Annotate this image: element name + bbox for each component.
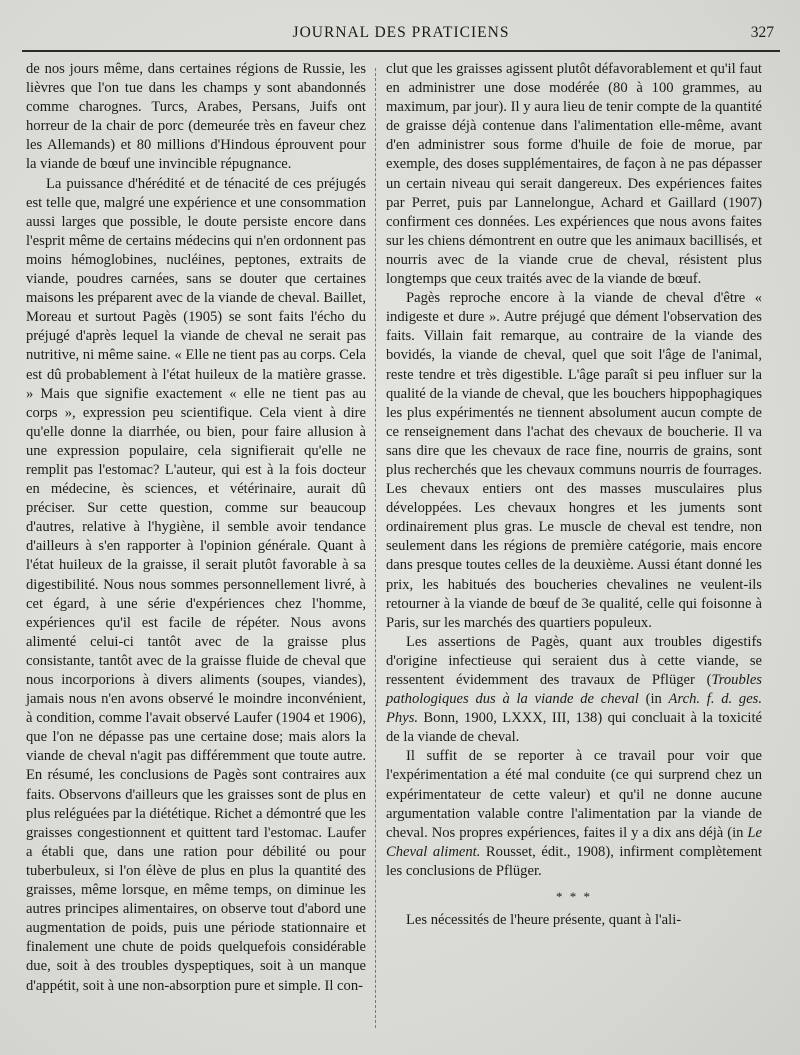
header-rule <box>22 50 780 52</box>
right-paragraph-5: Les nécessités de l'heure présente, quant à l'ali- <box>406 912 682 929</box>
p3-text-a: Les assertions de Pagès, quant aux troubles digestifs d'origine infectieuse qui seraient dus à cette viande, se ressentent évidemment des travaux de Pflüger ( <box>386 633 762 688</box>
page-number: 327 <box>750 24 774 41</box>
p4-text-a: Il suffit de se reporter à ce travail pour voir que l'expérimentation a été mal conduite (ce qui surprend chez un expérimentateur de cette valeur) et qu'il ne donne aucune argumentation valable contre l'alimentation par la viande de cheval. Nos propres expériences, faites il y a dix ans déjà (in <box>386 748 762 841</box>
left-column <box>26 60 366 996</box>
left-paragraph-1: de nos jours même, dans certaines régions de Russie, les lièvres que l'on tue dans les champs y sont abandonnés comme charognes. Turcs, Arabes, Persans, Juifs ont horreur de la chair de porc (demeurée très en faveur chez les Allemands) et 80 millions d'Hindous éprouvent pour la viande de bœuf une invincible répugnance. <box>26 61 366 173</box>
right-paragraph-1: clut que les graisses agissent plutôt défavorablement et qu'il faut en administrer une dose modérée (80 à 100 grammes, au maximum, par jour). Il y aura lieu de tenir compte de la quantité de graisse déjà contenue dans l'alimentation elle-même, avant d'en administrer sous forme d'huile de foie de morue, par exemple, des doses supplémentaires, de façon à ne pas dépasser un certain niveau qui serait dangereux. Des expériences faites par Perret, puis par Lannelongue, Achard et Gaillard (1907) confirment ces données. Les expériences que nous avons faites sur les chiens démontrent en outre que les animaux bacillisés, et nourris avec de la viande crue de cheval, résistent plus longtemps que ceux traités avec de la viande de bœuf. <box>386 61 762 288</box>
running-header <box>24 22 778 48</box>
p4-text-b: Rousset, édit., 1908), infirment complètement les conclusions de Pflüger. <box>386 843 762 879</box>
journal-title: JOURNAL DES PRATICIENS <box>292 24 510 41</box>
right-paragraph-3 <box>386 633 762 748</box>
p4-citation-title: Le Cheval aliment. <box>386 824 762 860</box>
right-paragraph-4 <box>386 747 762 881</box>
p3-citation-journal: Arch. f. d. ges. Phys. <box>386 691 763 727</box>
left-paragraph-2: La puissance d'hérédité et de ténacité de ces préjugés est telle que, malgré une expérience et une consommation aussi larges que possible, le doute persiste encore dans l'esprit même de certains médecins qui n'en ordonnent pas moins hémoglobines, nucléines, peptones, extraits de viande, poudres carnées, sans se douter que certaines maisons les préparent avec de la viande de cheval. Baillet, Moreau et surtout Pagès (1905) se sont faits l'écho du préjugé d'après lequel la viande de cheval ne serait pas nutritive, ni même saine. « Elle ne tient pas au corps. Cela est dû probablement à l'état huileux de la matière grasse. » Mais que signifie exactement « elle ne tient pas au corps », expression peu scientifique. Cela vient à dire qu'elle donne la diarrhée, ou bien, pour faire allusion à une expression populaire, cela signifierait qu'elle ne remplit pas l'estomac? L'auteur, qui est à la fois docteur en médecine, ès sciences, et vétérinaire, aurait dû préciser. Sur cette question, comme sur beaucoup d'autres, relative à l'hygiène, il semble avoir tendance d'ailleurs à s'en rapporter à l'opinion générale. Quant à l'état huileux de la graisse, il serait plutôt favorable à sa digestibilité. Nous nous sommes personnellement livré, à cet égard, à une série d'expériences chez l'homme, expériences qu'il est facile de répéter. Nous avons alimenté celui-ci tantôt avec de la graisse plus consistante, tantôt avec de la graisse fluide de cheval que nous incorporions à divers aliments (soupes, viandes), jamais nous n'en avons observé le moindre inconvénient, à condition, comme l'avait observé Laufer (1904 et 1906), que l'on ne dépasse pas une certaine dose; mais alors la viande de cheval n'agit pas différemment que toute autre. En résumé, les conclusions de Pagès sont contraires aux faits. Observons d'ailleurs que les graisses sont de plus en plus reléguées par la diététique. Richet a démontré que les graisses congestionnent et quittent tard l'estomac. Laufer a établi que, dans une ration pour débilité ou pour tuberbuleux, si l'on élève de plus en plus la quantité des graisses, même lorsque, en même temps, on diminue les autres principes alimentaires, on observe tout d'abord une augmentation de poids, puis une période stationnaire et finalement une chute de poids quelquefois considérable due, soit à des troubles dyspeptiques, soit à un manque d'appétit, soit à une non-absorption pure et simple. Il con- <box>26 175 366 994</box>
p3-text-c: Bonn, 1900, LXXX, III, 138) qui concluait à la toxicité de la viande de cheval. <box>386 710 762 746</box>
p3-citation-title: Troubles pathologiques dus à la viande de cheval <box>386 672 762 708</box>
section-separator-stars: * * * <box>556 889 592 905</box>
column-divider <box>375 68 376 1028</box>
p3-text-b: (in <box>638 691 669 708</box>
right-column <box>386 60 762 930</box>
right-paragraph-2: Pagès reproche encore à la viande de cheval d'être « indigeste et dure ». Autre préjugé que dément l'observation des faits. Villain fait remarque, au contraire de la viande des bovidés, la viande de cheval, quel que soit l'âge de l'animal, reste tendre et très digestible. L'âge paraît si peu influer sur la qualité de la viande de cheval, que les bouchers hippophagiques les plus expérimentés ne tiennent absolument aucun compte de ce renseignement dans l'achat des chevaux de boucherie. Il va sans dire que les chevaux de race fine, nourris de grains, sont plus recherchés que les chevaux communs nourris de fourrages. Les chevaux entiers ont des masses musculaires plus développées. Les chevaux hongres et les juments sont ordinairement plus gras. Le muscle de cheval est tendre, non seulement dans les régions de première catégorie, mais encore dans presque toutes celles de la deuxième. Aussi étant donné les prix, les habitués des boucheries chevalines ne veulent-ils retourner à la viande de bœuf de 3e qualité, celle qui foisonne à Paris, sur les marchés des quartiers populeux. <box>386 290 762 631</box>
